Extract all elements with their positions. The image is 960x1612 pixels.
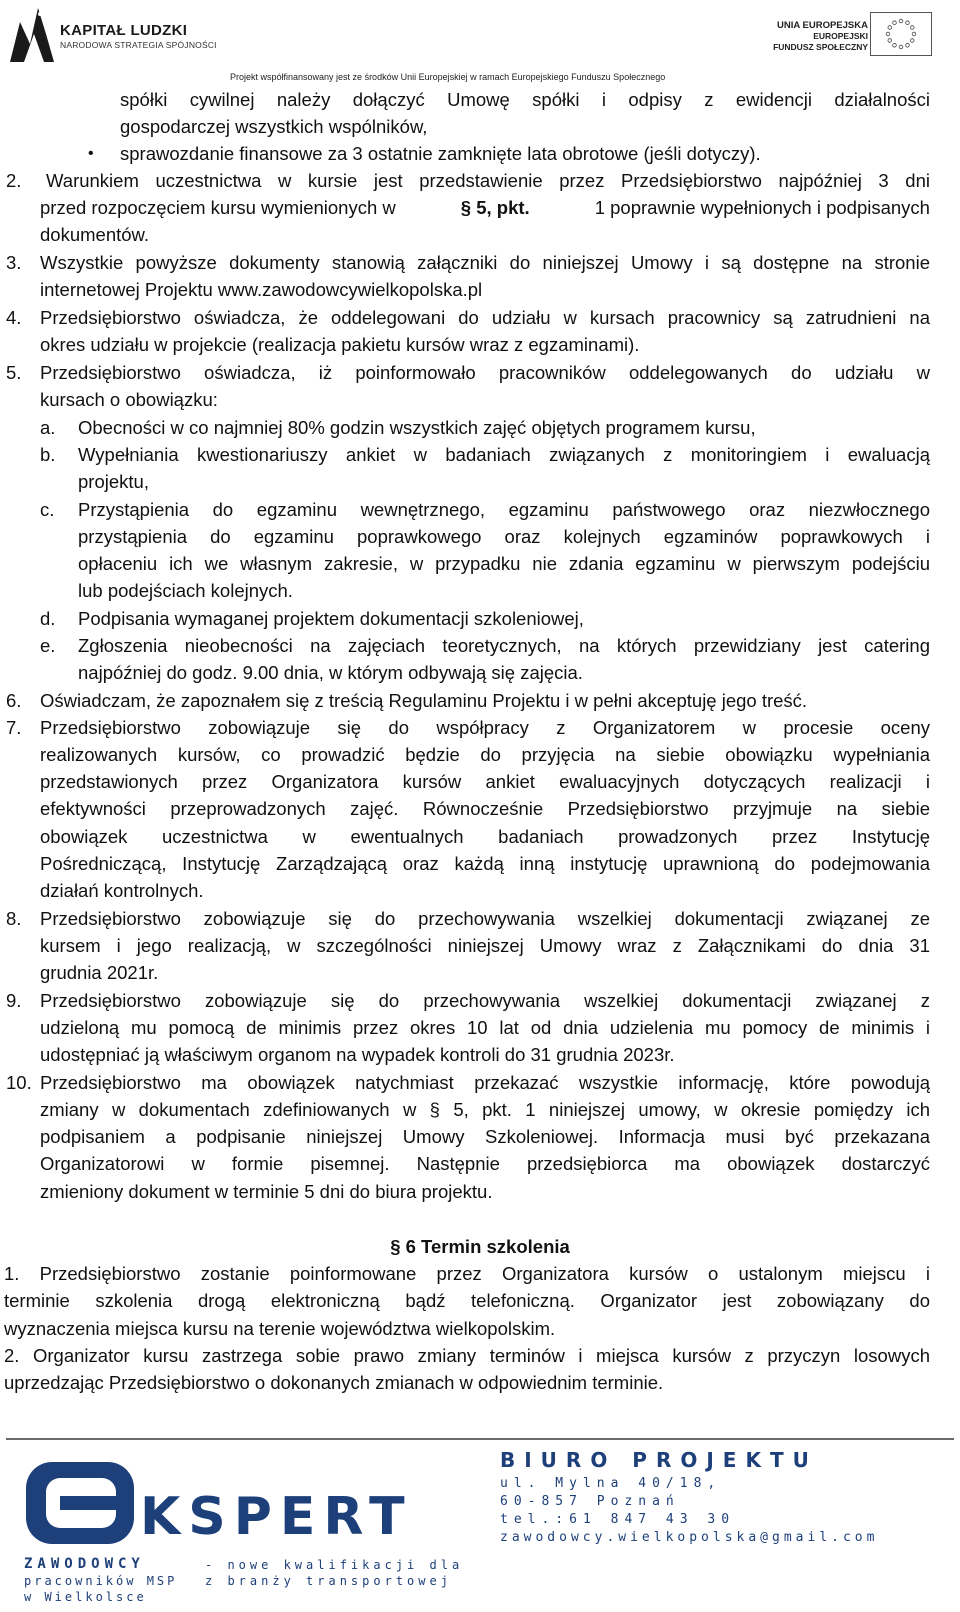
item-letter: d.	[40, 608, 56, 629]
footer-tagline1: - nowe kwalifikacji dla	[205, 1558, 464, 1572]
text-line: grudnia 2021r.	[40, 962, 159, 983]
text-line: spółki cywilnej należy dołączyć Umowę spółki i odpisy z ewidencji działalności	[120, 89, 930, 110]
text-line: Oświadczam, że zapoznałem się z treścią Regulaminu Projektu i w pełni akceptuję jego treść.	[40, 690, 808, 711]
logo-wordmark: KSPERT	[140, 1487, 413, 1547]
text-line: podpisaniem a podpisanie niniejszej Umowy Szkoleniowej. Informacja musi być przekazana	[40, 1126, 930, 1147]
text-line: Wszystkie powyższe dokumenty stanowią załączniki do niniejszej Umowy i są dostępne na stronie	[40, 252, 930, 273]
text-line: zmiany w dokumentach zdefiniowanych w § 5, pkt. 1 niniejszej umowy, w okresie pomiędzy ich	[40, 1099, 930, 1120]
text-line: Organizatorowi w formie pisemnej. Następnie przedsiębiorca ma obowiązek dostarczyć	[40, 1153, 930, 1174]
eu-flag-icon	[870, 12, 932, 56]
text-segment: 1 poprawnie wypełnionych i podpisanych	[594, 197, 930, 218]
footer-sub2: pracowników MSP	[24, 1574, 178, 1588]
eu-star-icon	[910, 26, 914, 30]
text-line: przedstawionych przez Organizatora kursów ankiet ewaluacyjnych dotyczących realizacji i	[40, 771, 930, 792]
office-address2: 60-857 Poznań	[500, 1494, 680, 1509]
item-number: 6.	[6, 690, 22, 711]
item-number: 8.	[6, 908, 22, 929]
item-number: 7.	[6, 717, 22, 738]
text-line: Podpisania wymaganej projektem dokumentacji szkoleniowej,	[78, 608, 584, 629]
text-segment: przed rozpoczęciem kursu wymienionych w	[40, 197, 396, 218]
eu-star-icon	[912, 32, 916, 36]
eu-star-icon	[910, 39, 914, 43]
text-line: 2. Organizator kursu zastrzega sobie prawo zmiany terminów i miejsca kursów z przyczyn losowych	[4, 1345, 930, 1366]
text-line: Obecności w co najmniej 80% godzin wszystkich zajęć objętych programem kursu,	[78, 417, 756, 438]
text-line: zmieniony dokument w terminie 5 dni do biura projektu.	[40, 1181, 493, 1202]
text-line: dokumentów.	[40, 224, 150, 245]
office-email[interactable]: zawodowcy.wielkopolska@gmail.com	[500, 1530, 879, 1545]
text-line: opłaceniu ich we własnym zakresie, w przypadku nie zdania egzaminu w pierwszym podejściu	[78, 553, 930, 574]
text-line: kursem i jego realizacją, w szczególności niniejszej Umowy wraz z Załącznikami do dnia 31	[40, 935, 930, 956]
eu-star-icon	[888, 39, 892, 43]
text-line: kursach o obowiązku:	[40, 389, 218, 410]
text-line: wyznaczenia miejsca kursu na terenie województwa wielkopolskim.	[4, 1318, 556, 1339]
logo-subtitle: NARODOWA STRATEGIA SPÓJNOŚCI	[60, 40, 217, 50]
cofinance-note: Projekt współfinansowany jest ze środków Unii Europejskiej w ramach Europejskiego Funduszu Społecznego	[230, 72, 666, 82]
text-line: gospodarczej wszystkich wspólników,	[120, 116, 428, 137]
text-line: realizowanych kursów, co prowadzić będzie do przyjęcia na siebie obowiązku wypełniania	[40, 744, 930, 765]
eu-star-icon	[906, 21, 910, 25]
text-line: internetowej Projektu www.zawodowcywielkopolska.pl	[40, 279, 483, 300]
text-line: przystąpienia do egzaminu poprawkowego oraz kolejnych egzaminów poprawkowych i	[78, 526, 930, 547]
text-line: lub podejściach kolejnych.	[78, 580, 293, 601]
item-number: 3.	[6, 252, 22, 273]
text-line: uprzedzając Przedsiębiorstwo o dokonanych zmianach w odpowiednim terminie.	[4, 1372, 664, 1393]
kapital-ludzki-logo	[6, 4, 58, 64]
item-number: 5.	[6, 362, 22, 383]
eu-star-icon	[893, 21, 897, 25]
eu-star-icon	[906, 43, 910, 47]
text-line: efektywności przeprowadzonych zajęć. Równocześnie Przedsiębiorstwo przyjmuje na siebie	[40, 798, 930, 819]
text-line: obowiązek uczestnictwa w ewentualnych badaniach prowadzonych przez Instytucję	[40, 826, 930, 847]
text-segment: § 5, pkt.	[460, 197, 530, 218]
item-number: 4.	[6, 307, 22, 328]
item-letter: b.	[40, 444, 56, 465]
text-line: Przystąpienia do egzaminu wewnętrznego, egzaminu państwowego oraz niezwłocznego	[78, 499, 930, 520]
eu-star-icon	[886, 32, 890, 36]
page-header	[0, 0, 960, 88]
text-line: sprawozdanie finansowe za 3 ostatnie zamknięte lata obrotowe (jeśli dotyczy).	[120, 143, 761, 164]
footer-tagline2: z branży transportowej	[205, 1574, 452, 1588]
section-heading: § 6 Termin szkolenia	[390, 1236, 570, 1257]
text-line: Przedsiębiorstwo zobowiązuje się do przechowywania wszelkiej dokumentacji związanej z	[40, 990, 930, 1011]
text-line: Warunkiem uczestnictwa w kursie jest przedstawienie przez Przedsiębiorstwo najpóźniej 3 dni	[46, 170, 930, 191]
office-title: BIURO PROJEKTU	[500, 1448, 818, 1472]
text-line: Przedsiębiorstwo oświadcza, że oddelegowani do udziału w kursach pracownicy są zatrudnieni na	[40, 307, 930, 328]
eu-label	[773, 20, 868, 53]
text-line: Przedsiębiorstwo zobowiązuje się do przechowywania wszelkiej dokumentacji związanej ze	[40, 908, 930, 929]
ekspert-logo	[20, 1456, 460, 1552]
item-number: 2.	[6, 170, 22, 191]
text-line	[40, 194, 930, 221]
eu-line1: UNIA EUROPEJSKA	[777, 20, 868, 31]
text-line: Przedsiębiorstwo zobowiązuje się do współpracy z Organizatorem w procesie oceny	[40, 717, 930, 738]
eu-star-icon	[899, 19, 903, 23]
eu-star-icon	[893, 43, 897, 47]
text-line: okres udziału w projekcie (realizacja pakietu kursów wraz z egzaminami).	[40, 334, 640, 355]
text-line: terminie szkolenia drogą elektroniczną bądź telefoniczną. Organizator jest zobowiązany do	[4, 1290, 930, 1311]
eu-line3: FUNDUSZ SPOŁECZNY	[773, 42, 868, 52]
office-address1: ul. Mylna 40/18,	[500, 1476, 722, 1491]
footer-sub1: ZAWODOWCY	[24, 1556, 145, 1572]
item-letter: c.	[40, 499, 55, 520]
text-line: 1. Przedsiębiorstwo zostanie poinformowane przez Organizatora kursów o ustalonym miejscu i	[4, 1263, 930, 1284]
text-line: udzieloną mu pomocą de minimis przez okres 10 lat od dnia udzielenia mu pomocy de minimis i	[40, 1017, 930, 1038]
logo-title: KAPITAŁ LUDZKI	[60, 22, 188, 39]
item-letter: e.	[40, 635, 56, 656]
item-number: 10.	[6, 1072, 32, 1093]
eu-star-icon	[899, 45, 903, 49]
bullet-icon: •	[88, 145, 94, 162]
text-line: Zgłoszenia nieobecności na zajęciach teoretycznych, na których przewidziany jest catering	[78, 635, 930, 656]
text-line: Przedsiębiorstwo ma obowiązek natychmiast przekazać wszystkie informację, które powodują	[40, 1072, 930, 1093]
eu-star-icon	[888, 26, 892, 30]
text-line: udostępniać ją właściwym organom na wypadek kontroli do 31 grudnia 2023r.	[40, 1044, 675, 1065]
item-number: 9.	[6, 990, 22, 1011]
footer-sub3: w Wielkolsce	[24, 1590, 147, 1604]
item-letter: a.	[40, 417, 56, 438]
footer-divider	[6, 1438, 954, 1440]
office-phone: tel.:61 847 43 30	[500, 1512, 736, 1527]
text-line: Wypełniania kwestionariuszy ankiet w badaniach związanych z monitoringiem i ewaluacją	[78, 444, 930, 465]
eu-line2: EUROPEJSKI	[813, 31, 868, 41]
text-line: działań kontrolnych.	[40, 880, 204, 901]
text-line: Przedsiębiorstwo oświadcza, iż poinformowało pracowników oddelegowanych do udziału w	[40, 362, 930, 383]
text-line: najpóźniej do godz. 9.00 dnia, w którym odbywają się zajęcia.	[78, 662, 583, 683]
text-line: projektu,	[78, 471, 149, 492]
text-line: Pośredniczącą, Instytucję Zarządzającą oraz każdą inną instytucję uprawnioną do podejmowania	[40, 853, 930, 874]
